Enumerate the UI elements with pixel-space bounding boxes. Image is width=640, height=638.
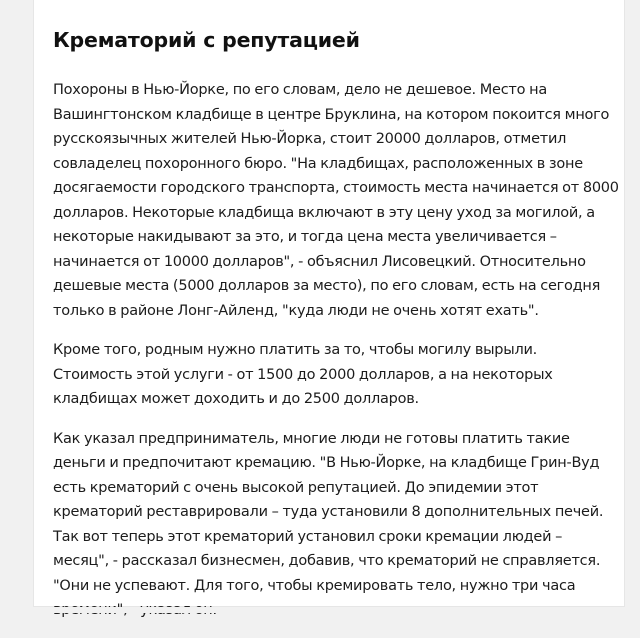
page-background-strip [0,607,640,613]
article-card [33,0,625,607]
article-paragraph-3: Как указал предприниматель, многие люди не готовы платить такие деньги и предпочитают кремацию. "В Нью-Йорке, на кладбище Грин-Вуд есть крематорий с очень высокой репутацией. До эпидемии этот крематорий реставрировали – туда установили 8 дополнительных печей. Так вот теперь этот крематорий установил сроки кремации людей – месяц", - рассказал бизнесмен, добавив, что крематорий не справляется. "Они не успевают. Для того, чтобы кремировать тело, нужно три часа [53,430,604,594]
article-paragraph-2: Кроме того, родным нужно платить за то, чтобы могилу вырыли. Стоимость этой услуги - от 1500 до 2000 долларов, а на некоторых кладбищах может доходить и до 2500 долларов. [53,342,553,407]
article-content [53,26,619,638]
article-paragraph-1: Похороны в Нью-Йорке, по его словам, дело не дешевое. Место на Вашингтонском кладбище в центре Бруклина, на котором покоится много русскоязычных жителей Нью-Йорка, стоит 20000 долларов, отметил совладелец похоронного бюро. "На кладбищах, расположенных в зоне досягаемости городского транспорта, стоимость места начинается от 8000 долларов. Некоторые кладбища включают в эту цену уход за могилой, а некоторые накидывают за это, и тогда цена места увеличивается – начинается от 10000 долларов", - объяснил Лисовецкий. Относительно дешевые места (5000 долларов за место), по его словам, есть на сегодня только в районе Лонг-Айленд, "куда люди не очень хотят ехать". [53,82,619,319]
section-heading: Крематорий с репутацией [53,28,360,52]
